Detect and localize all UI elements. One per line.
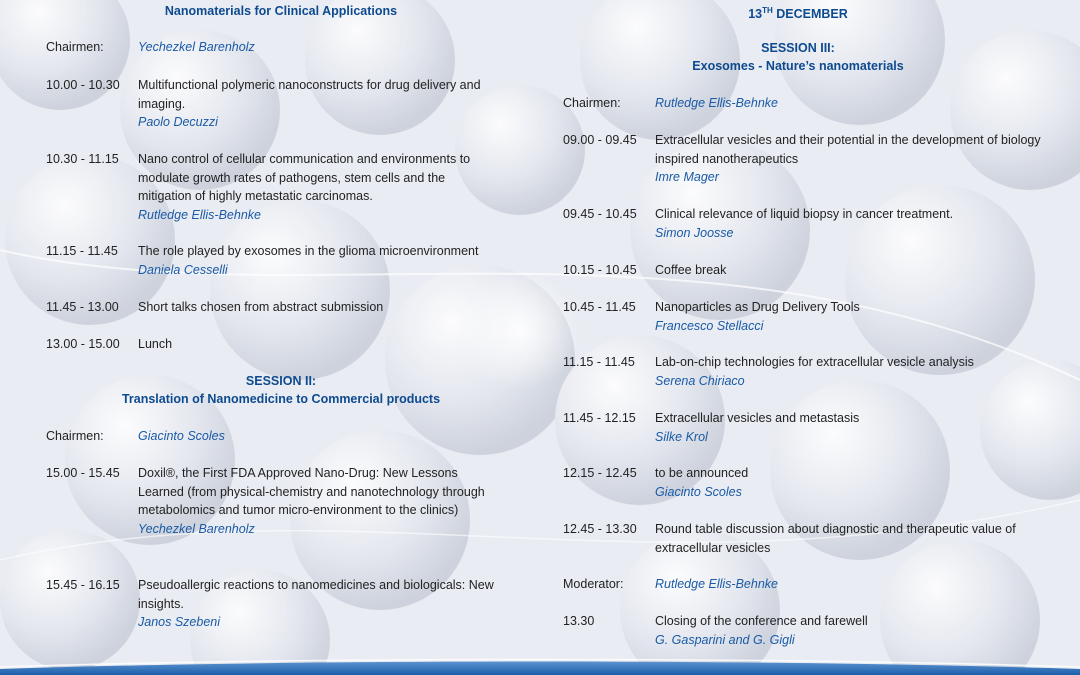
date-heading: 13TH DECEMBER: [748, 6, 848, 21]
talk-speaker: Daniela Cesselli: [138, 262, 228, 277]
chair-label: Chairmen:: [46, 40, 104, 54]
talk-speaker: Imre Mager: [655, 170, 719, 184]
talk-time: 13.00 - 15.00: [46, 337, 120, 351]
moderator-label: Moderator:: [563, 577, 624, 591]
left-column: [46, 0, 526, 640]
talk-title: Round table discussion about diagnostic and therapeutic value of extracellular vesicles: [655, 522, 1016, 555]
talk-speaker: Francesco Stellacci: [655, 318, 764, 333]
chair-label: Chairmen:: [563, 96, 621, 110]
talk-time: 10.45 - 11.45: [563, 300, 636, 314]
talk-time: 09.45 - 10.45: [563, 207, 637, 221]
talk-time: 11.45 - 12.15: [563, 411, 636, 425]
talk-title: Clinical relevance of liquid biopsy in cancer treatment.: [655, 207, 954, 221]
talk-time: 12.15 - 12.45: [563, 466, 637, 480]
talk-time: 10.15 - 10.45: [563, 263, 637, 277]
talk-speaker: Simon Joosse: [655, 225, 734, 240]
session2-label: SESSION II:: [245, 374, 317, 388]
talk-time: 11.45 - 13.00: [46, 300, 119, 314]
talk-title: Nano control of cellular communication and environments to modulate growth rates of pathogens, stem cells and the mitigation of highly metastatic carcinomas.: [138, 152, 471, 203]
talk-title: Multifunctional polymeric nanoconstructs for drug delivery and imaging.: [138, 78, 481, 111]
session3-label: SESSION III:: [761, 41, 835, 55]
talk-time: 09.00 - 09.45: [563, 133, 637, 147]
talk-time: 10.00 - 10.30: [46, 78, 120, 92]
talk-title: Pseudoallergic reactions to nanomedicines and biologicals: New insights.: [138, 578, 494, 611]
talk-time: 11.15 - 11.45: [46, 244, 118, 258]
session-title: Nanomaterials for Clinical Applications: [164, 4, 398, 18]
right-column: [563, 0, 1053, 660]
chair-name: Giacinto Scoles: [138, 429, 225, 443]
talk-speaker: Janos Szebeni: [138, 615, 221, 629]
talk-time: 10.30 - 11.15: [46, 152, 119, 166]
bottom-wave: [0, 653, 1080, 675]
talk-time: 13.30: [563, 614, 595, 628]
talk-title: The role played by exosomes in the glioma microenvironment: [138, 244, 479, 258]
talk-time: 12.45 - 13.30: [563, 522, 637, 536]
talk-speaker: Silke Krol: [655, 429, 708, 444]
session2-header: [46, 372, 516, 408]
talk-title: Closing of the conference and farewell: [655, 614, 868, 628]
talk-title: Lunch: [138, 337, 173, 351]
talk-speaker: G. Gasparini and G. Gigli: [655, 632, 795, 647]
talk-speaker: Paolo Decuzzi: [138, 115, 218, 129]
talk-title: to be announced: [655, 466, 749, 480]
talk-speaker: Giacinto Scoles: [655, 484, 742, 499]
talk-title: Extracellular vesicles and metastasis: [655, 411, 860, 425]
chair-name: Yechezkel Barenholz: [138, 40, 255, 54]
chair-name: Rutledge Ellis-Behnke: [655, 96, 778, 110]
talk-title: Doxil®, the First FDA Approved Nano-Drug: New Lessons Learned (from physical-chemistry and nanotechnology through metabolomics and tumor micro-environment to the clinics): [138, 466, 485, 517]
talk-title: Nanoparticles as Drug Delivery Tools: [655, 300, 860, 314]
session3-header: [563, 39, 1033, 75]
talk-speaker: Rutledge Ellis-Behnke: [138, 207, 261, 222]
chair-label: Chairmen:: [46, 429, 104, 443]
session3-title: Exosomes - Nature’s nanomaterials: [692, 59, 904, 73]
session2-title: Translation of Nanomedicine to Commercial products: [121, 392, 441, 406]
moderator-name: Rutledge Ellis-Behnke: [655, 577, 778, 591]
talk-time: 15.00 - 15.45: [46, 466, 120, 480]
talk-title: Coffee break: [655, 263, 727, 277]
talk-time: 11.15 - 11.45: [563, 355, 635, 369]
talk-title: Short talks chosen from abstract submission: [138, 300, 384, 314]
talk-title: Lab-on-chip technologies for extracellular vesicle analysis: [655, 355, 974, 369]
talk-speaker: Serena Chiriaco: [655, 373, 745, 388]
talk-title: Extracellular vesicles and their potential in the development of biology inspired nanotherapeutics: [655, 133, 1041, 166]
talk-time: 15.45 - 16.15: [46, 578, 120, 592]
talk-speaker: Yechezkel Barenholz: [138, 521, 255, 536]
